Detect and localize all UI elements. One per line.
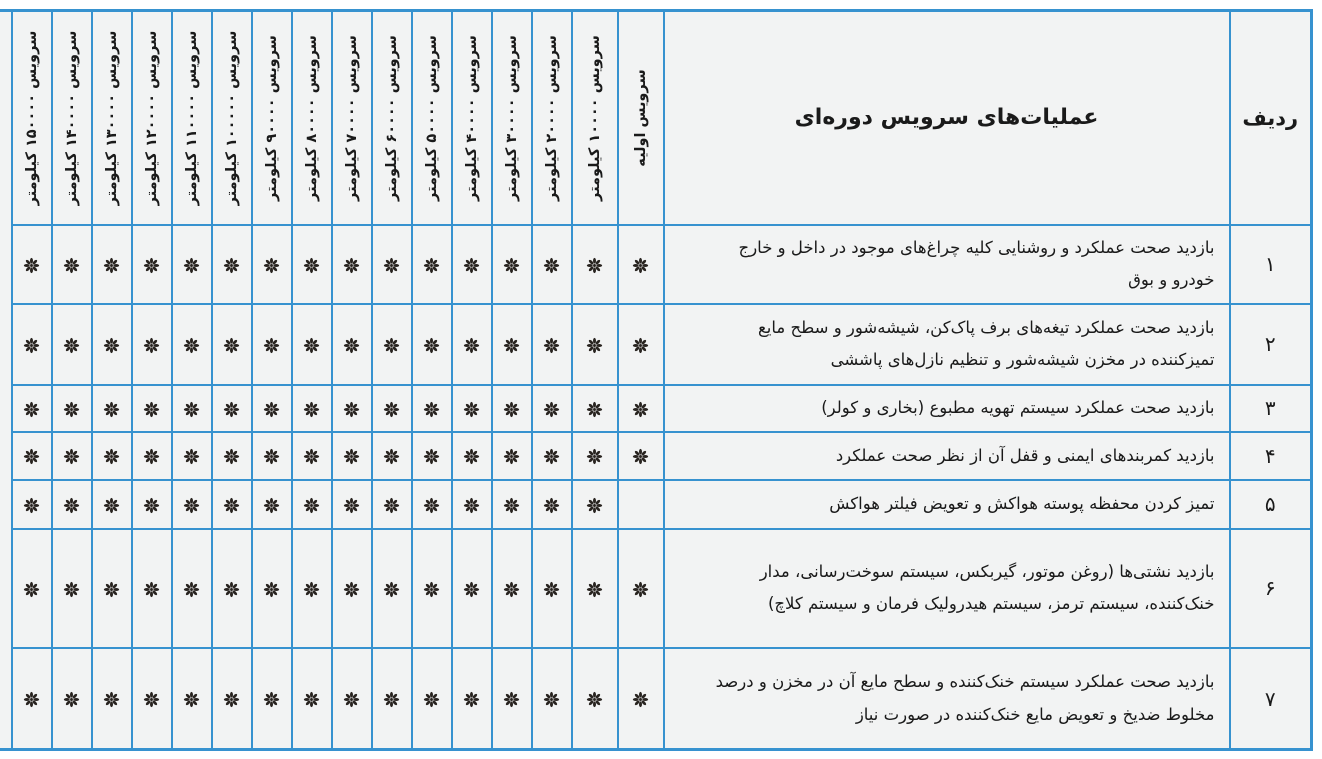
service-mark-cell	[92, 529, 132, 648]
service-mark-cell	[372, 529, 412, 648]
service-mark-icon	[586, 257, 603, 274]
table-row-۱	[0, 225, 1312, 304]
service-mark-cell	[132, 385, 172, 432]
row-number: ۵	[1230, 480, 1312, 529]
service-mark-icon	[503, 448, 520, 465]
operation-description: بازدید صحت عملکرد سیستم خنک‌کننده و سطح مایع آن در مخزن و درصد مخلوط ضدیخ و تعویض مایع خنک‌کننده در صورت نیاز	[664, 648, 1230, 749]
service-mark-cell	[12, 529, 52, 648]
service-mark-cell	[618, 648, 664, 749]
service-mark-cell	[412, 225, 452, 304]
row-number: ۳	[1230, 385, 1312, 432]
service-mark-icon	[263, 401, 280, 418]
service-mark-cell	[52, 432, 92, 481]
service-mark-cell	[12, 225, 52, 304]
service-mark-icon	[383, 448, 400, 465]
service-mark-icon	[632, 257, 649, 274]
service-mark-cell	[452, 480, 492, 529]
service-mark-cell	[572, 480, 618, 529]
service-mark-cell	[412, 480, 452, 529]
service-mark-cell	[532, 480, 572, 529]
service-mark-icon	[303, 401, 320, 418]
service-mark-cell	[252, 648, 292, 749]
operation-description: بازدید کمربندهای ایمنی و قفل آن از نظر صحت عملکرد	[664, 432, 1230, 481]
service-interval-label: سرویس ۳۰۰۰۰ کیلومتر	[503, 34, 520, 201]
service-interval-label: سرویس ۵۰۰۰۰ کیلومتر	[423, 34, 440, 201]
row-number: ۷	[1230, 648, 1312, 749]
service-mark-cell	[532, 529, 572, 648]
service-mark-cell	[212, 304, 252, 385]
service-mark-icon	[423, 691, 440, 708]
service-mark-cell	[92, 648, 132, 749]
service-mark-cell	[492, 304, 532, 385]
service-mark-icon	[223, 497, 240, 514]
service-mark-icon	[543, 337, 560, 354]
service-mark-cell	[252, 304, 292, 385]
service-mark-icon	[263, 497, 280, 514]
operation-description: بازدید صحت عملکرد و روشنایی کلیه چراغ‌های موجود در داخل و خارج خودرو و بوق	[664, 225, 1230, 304]
service-mark-icon	[383, 401, 400, 418]
service-mark-icon	[423, 497, 440, 514]
row-number: ۶	[1230, 529, 1312, 648]
service-mark-icon	[632, 581, 649, 598]
service-mark-icon	[143, 448, 160, 465]
service-mark-cell	[132, 480, 172, 529]
service-mark-cell	[52, 385, 92, 432]
operation-description: بازدید صحت عملکرد سیستم تهویه مطبوع (بخاری و کولر)	[664, 385, 1230, 432]
service-mark-icon	[183, 448, 200, 465]
service-mark-cell	[452, 304, 492, 385]
service-mark-cell	[332, 304, 372, 385]
service-mark-cell	[52, 225, 92, 304]
service-mark-icon	[543, 448, 560, 465]
service-mark-cell	[618, 385, 664, 432]
service-mark-icon	[423, 581, 440, 598]
service-mark-icon	[503, 581, 520, 598]
service-interval-label: سرویس ۴۰۰۰۰ کیلومتر	[463, 34, 480, 201]
service-mark-icon	[586, 401, 603, 418]
service-interval-label: سرویس ۱۳۰۰۰۰ کیلومتر	[103, 30, 120, 206]
operation-description: بازدید صحت عملکرد تیغه‌های برف پاک‌کن، شیشه‌شور و سطح مایع تمیزکننده در مخزن شیشه‌شور و تنظیم نازل‌های پاششی	[664, 304, 1230, 385]
service-mark-cell	[532, 225, 572, 304]
service-mark-cell	[132, 432, 172, 481]
service-mark-icon	[23, 337, 40, 354]
service-mark-cell	[492, 648, 532, 749]
service-mark-cell	[252, 432, 292, 481]
service-mark-icon	[586, 691, 603, 708]
service-mark-cell	[212, 480, 252, 529]
column-header-service-interval-4	[452, 11, 492, 225]
column-header-service-interval-10	[212, 11, 252, 225]
column-header-service-interval-9	[252, 11, 292, 225]
service-mark-cell	[172, 304, 212, 385]
service-mark-icon	[63, 448, 80, 465]
service-mark-icon	[63, 497, 80, 514]
service-interval-label: سرویس ۷۰۰۰۰ کیلومتر	[343, 34, 360, 201]
service-mark-icon	[223, 691, 240, 708]
service-mark-icon	[543, 497, 560, 514]
service-mark-icon	[343, 497, 360, 514]
service-mark-icon	[463, 257, 480, 274]
service-interval-label: سرویس ۸۰۰۰۰ کیلومتر	[303, 34, 320, 201]
service-mark-icon	[183, 257, 200, 274]
table-row-۵	[0, 480, 1312, 529]
service-mark-icon	[143, 497, 160, 514]
service-mark-cell	[372, 304, 412, 385]
service-mark-icon	[423, 401, 440, 418]
service-mark-icon	[183, 581, 200, 598]
service-mark-cell	[252, 480, 292, 529]
service-mark-icon	[632, 448, 649, 465]
service-mark-icon	[303, 257, 320, 274]
service-mark-icon	[103, 691, 120, 708]
service-mark-icon	[103, 448, 120, 465]
service-mark-icon	[463, 581, 480, 598]
service-mark-icon	[343, 257, 360, 274]
service-mark-cell	[452, 648, 492, 749]
service-mark-icon	[423, 337, 440, 354]
table-row-۴	[0, 432, 1312, 481]
operation-description: بازدید نشتی‌ها (روغن موتور، گیربکس، سیستم سوخت‌رسانی، مدار خنک‌کننده، سیستم ترمز، سیستم هیدرولیک فرمان و سیستم کلاچ)	[664, 529, 1230, 648]
service-mark-icon	[223, 448, 240, 465]
service-mark-cell	[452, 432, 492, 481]
service-mark-cell	[532, 304, 572, 385]
service-interval-label: سرویس ۹۰۰۰۰ کیلومتر	[263, 34, 280, 201]
service-mark-icon	[263, 581, 280, 598]
service-mark-cell	[492, 225, 532, 304]
column-header-service-interval-7	[332, 11, 372, 225]
service-mark-cell	[172, 648, 212, 749]
service-mark-icon	[343, 337, 360, 354]
service-mark-icon	[263, 448, 280, 465]
service-mark-icon	[23, 581, 40, 598]
row-number: ۲	[1230, 304, 1312, 385]
service-mark-cell	[292, 225, 332, 304]
service-mark-cell	[92, 385, 132, 432]
service-mark-icon	[503, 337, 520, 354]
service-mark-cell	[212, 385, 252, 432]
service-mark-cell	[618, 225, 664, 304]
column-header-operations: عملیات‌های سرویس دوره‌ای	[664, 11, 1230, 225]
column-header-service-interval-12	[132, 11, 172, 225]
service-mark-cell	[572, 432, 618, 481]
service-mark-cell	[212, 225, 252, 304]
column-header-row-number: ردیف	[1230, 11, 1312, 225]
service-mark-cell	[332, 385, 372, 432]
service-mark-cell	[372, 385, 412, 432]
service-mark-cell	[412, 385, 452, 432]
service-mark-cell	[52, 304, 92, 385]
column-header-service-interval-0	[618, 11, 664, 225]
service-mark-icon	[632, 401, 649, 418]
row-number: ۴	[1230, 432, 1312, 481]
service-mark-icon	[586, 581, 603, 598]
service-mark-cell	[332, 480, 372, 529]
service-mark-icon	[223, 257, 240, 274]
service-mark-icon	[632, 337, 649, 354]
service-mark-cell	[132, 529, 172, 648]
column-header-service-interval-5	[412, 11, 452, 225]
service-mark-icon	[343, 448, 360, 465]
service-mark-icon	[343, 691, 360, 708]
service-mark-cell	[332, 529, 372, 648]
service-mark-cell	[12, 432, 52, 481]
service-mark-cell	[572, 225, 618, 304]
service-interval-label: سرویس ۱۲۰۰۰۰ کیلومتر	[143, 30, 160, 206]
service-mark-icon	[263, 257, 280, 274]
service-mark-cell	[12, 648, 52, 749]
service-mark-cell	[172, 529, 212, 648]
service-interval-label: سرویس ۲۰۰۰۰ کیلومتر	[543, 34, 560, 201]
service-mark-icon	[463, 337, 480, 354]
service-mark-icon	[143, 337, 160, 354]
service-mark-icon	[303, 581, 320, 598]
service-mark-icon	[383, 337, 400, 354]
service-mark-icon	[343, 401, 360, 418]
service-mark-icon	[223, 337, 240, 354]
service-mark-icon	[183, 401, 200, 418]
service-mark-icon	[586, 497, 603, 514]
service-interval-label: سرویس اولیه	[632, 69, 649, 167]
service-mark-icon	[586, 448, 603, 465]
service-mark-cell	[172, 385, 212, 432]
service-mark-icon	[586, 337, 603, 354]
service-mark-cell	[412, 648, 452, 749]
service-mark-icon	[103, 257, 120, 274]
service-interval-label: سرویس ۱۰۰۰۰ کیلومتر	[586, 34, 603, 201]
service-mark-cell	[172, 432, 212, 481]
service-mark-icon	[103, 401, 120, 418]
service-mark-icon	[383, 257, 400, 274]
column-header-service-interval-6	[372, 11, 412, 225]
service-mark-icon	[383, 497, 400, 514]
table-row-۳	[0, 385, 1312, 432]
service-mark-cell	[292, 648, 332, 749]
service-interval-label: سرویس ۱۴۰۰۰۰ کیلومتر	[63, 30, 80, 206]
column-header-service-interval-8	[292, 11, 332, 225]
table-row-۶	[0, 529, 1312, 648]
operation-description: تمیز کردن محفظه پوسته هواکش و تعویض فیلتر هواکش	[664, 480, 1230, 529]
service-mark-cell	[52, 480, 92, 529]
service-mark-cell	[492, 529, 532, 648]
table-header	[0, 11, 1312, 225]
service-mark-cell	[332, 648, 372, 749]
service-mark-icon	[63, 257, 80, 274]
column-header-service-interval-2	[532, 11, 572, 225]
service-mark-icon	[143, 581, 160, 598]
service-mark-cell	[452, 385, 492, 432]
column-header-service-interval-1	[572, 11, 618, 225]
service-mark-icon	[503, 401, 520, 418]
service-mark-cell	[372, 432, 412, 481]
service-mark-icon	[143, 401, 160, 418]
service-mark-icon	[223, 581, 240, 598]
service-mark-icon	[103, 337, 120, 354]
table-body	[0, 225, 1312, 750]
service-mark-icon	[463, 497, 480, 514]
column-header-service-interval-14	[52, 11, 92, 225]
row-number: ۱	[1230, 225, 1312, 304]
service-mark-icon	[383, 691, 400, 708]
table-row-۲	[0, 304, 1312, 385]
service-mark-icon	[543, 257, 560, 274]
service-mark-cell	[572, 304, 618, 385]
service-mark-icon	[543, 691, 560, 708]
service-mark-icon	[23, 691, 40, 708]
service-mark-icon	[503, 497, 520, 514]
service-mark-icon	[503, 691, 520, 708]
service-mark-cell	[532, 432, 572, 481]
service-mark-cell	[412, 529, 452, 648]
service-mark-cell	[452, 529, 492, 648]
service-mark-cell	[618, 432, 664, 481]
service-mark-icon	[103, 497, 120, 514]
service-mark-icon	[143, 257, 160, 274]
service-mark-cell	[492, 480, 532, 529]
service-mark-icon	[463, 401, 480, 418]
service-mark-cell	[532, 648, 572, 749]
service-mark-icon	[63, 401, 80, 418]
service-mark-cell	[572, 385, 618, 432]
column-header-service-interval-3	[492, 11, 532, 225]
service-mark-cell	[292, 529, 332, 648]
service-mark-cell	[132, 225, 172, 304]
service-mark-icon	[23, 448, 40, 465]
service-mark-icon	[263, 337, 280, 354]
service-mark-cell	[412, 432, 452, 481]
periodic-service-table	[0, 9, 1313, 751]
service-mark-cell	[532, 385, 572, 432]
service-mark-cell	[618, 529, 664, 648]
service-mark-icon	[463, 448, 480, 465]
service-mark-cell	[252, 385, 292, 432]
service-mark-cell	[132, 648, 172, 749]
service-mark-empty-cell	[618, 480, 664, 529]
service-mark-cell	[92, 304, 132, 385]
service-mark-cell	[572, 529, 618, 648]
service-mark-cell	[292, 480, 332, 529]
table-row-۷	[0, 648, 1312, 749]
column-header-service-interval-13	[92, 11, 132, 225]
service-mark-cell	[92, 480, 132, 529]
header-row	[0, 11, 1312, 225]
service-interval-label: سرویس ۱۵۰۰۰۰ کیلومتر	[23, 30, 40, 206]
service-mark-cell	[252, 225, 292, 304]
service-mark-cell	[92, 225, 132, 304]
service-mark-cell	[412, 304, 452, 385]
service-mark-cell	[332, 432, 372, 481]
service-mark-icon	[183, 337, 200, 354]
service-mark-icon	[632, 691, 649, 708]
service-mark-cell	[212, 432, 252, 481]
service-mark-cell	[372, 225, 412, 304]
service-mark-icon	[223, 401, 240, 418]
column-header-service-interval-15	[12, 11, 52, 225]
service-mark-cell	[492, 385, 532, 432]
service-mark-cell	[618, 304, 664, 385]
service-mark-icon	[63, 337, 80, 354]
service-mark-icon	[383, 581, 400, 598]
service-mark-cell	[172, 480, 212, 529]
service-mark-icon	[303, 691, 320, 708]
service-mark-icon	[303, 497, 320, 514]
service-mark-icon	[23, 497, 40, 514]
service-mark-cell	[212, 648, 252, 749]
service-mark-cell	[92, 432, 132, 481]
service-mark-icon	[63, 581, 80, 598]
service-mark-icon	[303, 337, 320, 354]
service-mark-cell	[52, 529, 92, 648]
service-mark-cell	[332, 225, 372, 304]
service-mark-icon	[463, 691, 480, 708]
service-mark-icon	[63, 691, 80, 708]
service-mark-icon	[183, 691, 200, 708]
service-mark-cell	[52, 648, 92, 749]
service-mark-cell	[12, 480, 52, 529]
service-mark-icon	[23, 401, 40, 418]
service-mark-cell	[132, 304, 172, 385]
service-mark-cell	[252, 529, 292, 648]
service-mark-icon	[423, 257, 440, 274]
service-mark-icon	[263, 691, 280, 708]
service-mark-cell	[292, 385, 332, 432]
service-mark-icon	[543, 401, 560, 418]
service-mark-cell	[212, 529, 252, 648]
service-mark-cell	[12, 385, 52, 432]
service-mark-icon	[183, 497, 200, 514]
service-mark-cell	[372, 480, 412, 529]
service-interval-label: سرویس ۱۱۰۰۰۰ کیلومتر	[183, 30, 200, 206]
service-mark-cell	[492, 432, 532, 481]
service-mark-icon	[23, 257, 40, 274]
service-mark-icon	[503, 257, 520, 274]
service-mark-cell	[12, 304, 52, 385]
service-mark-icon	[423, 448, 440, 465]
service-mark-icon	[343, 581, 360, 598]
column-header-service-interval-11	[172, 11, 212, 225]
service-mark-cell	[452, 225, 492, 304]
service-mark-icon	[543, 581, 560, 598]
service-interval-label: سرویس ۶۰۰۰۰ کیلومتر	[383, 34, 400, 201]
service-mark-cell	[572, 648, 618, 749]
service-mark-icon	[103, 581, 120, 598]
service-mark-cell	[292, 432, 332, 481]
service-mark-icon	[303, 448, 320, 465]
service-interval-label: سرویس ۱۰۰۰۰۰ کیلومتر	[223, 30, 240, 206]
service-mark-icon	[143, 691, 160, 708]
service-mark-cell	[292, 304, 332, 385]
service-mark-cell	[372, 648, 412, 749]
service-mark-cell	[172, 225, 212, 304]
